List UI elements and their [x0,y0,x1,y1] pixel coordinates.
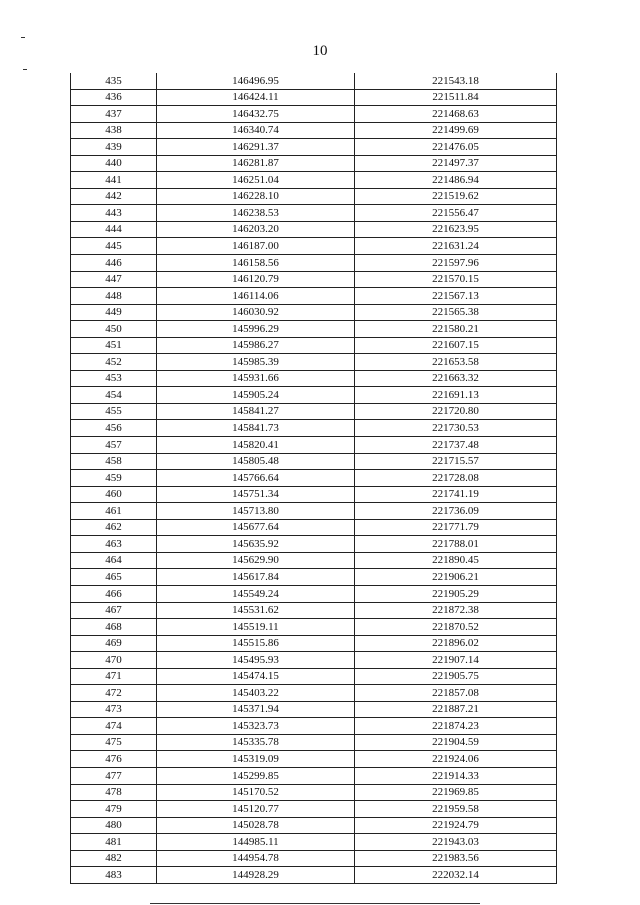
table-row [71,288,557,305]
x-coordinate-cell: 146158.56 [157,255,355,272]
x-coordinate-cell: 144954.78 [157,850,355,867]
y-coordinate-cell: 221597.96 [355,255,557,272]
y-coordinate-cell: 221904.59 [355,734,557,751]
point-number-cell: 445 [71,238,157,255]
x-coordinate-cell: 145403.22 [157,685,355,702]
y-coordinate-cell: 221870.52 [355,619,557,636]
y-coordinate-cell: 221623.95 [355,221,557,238]
point-number-cell: 475 [71,734,157,751]
table-row [71,552,557,569]
point-number-cell: 459 [71,470,157,487]
x-coordinate-cell: 146496.95 [157,73,355,89]
point-number-cell: 435 [71,73,157,89]
x-coordinate-cell: 145841.27 [157,403,355,420]
table-row [71,519,557,536]
x-coordinate-cell: 146340.74 [157,122,355,139]
table-row [71,850,557,867]
y-coordinate-cell: 221924.79 [355,817,557,834]
x-coordinate-cell: 145323.73 [157,718,355,735]
x-coordinate-cell: 145820.41 [157,437,355,454]
x-coordinate-cell: 146228.10 [157,188,355,205]
point-number-cell: 440 [71,155,157,172]
x-coordinate-cell: 145028.78 [157,817,355,834]
y-coordinate-cell: 221959.58 [355,801,557,818]
y-coordinate-cell: 221607.15 [355,337,557,354]
table-row [71,652,557,669]
table-row [71,784,557,801]
table-row [71,370,557,387]
table-row [71,668,557,685]
x-coordinate-cell: 146281.87 [157,155,355,172]
y-coordinate-cell: 221924.06 [355,751,557,768]
x-coordinate-cell: 144985.11 [157,834,355,851]
table-row [71,304,557,321]
x-coordinate-cell: 145531.62 [157,602,355,619]
point-number-cell: 476 [71,751,157,768]
table-row [71,602,557,619]
x-coordinate-cell: 145515.86 [157,635,355,652]
table-row [71,585,557,602]
x-coordinate-cell: 145170.52 [157,784,355,801]
table-row [71,403,557,420]
point-number-cell: 480 [71,817,157,834]
point-number-cell: 472 [71,685,157,702]
point-number-cell: 468 [71,619,157,636]
x-coordinate-cell: 146203.20 [157,221,355,238]
coordinates-table-body [71,73,557,883]
point-number-cell: 442 [71,188,157,205]
table-row [71,470,557,487]
point-number-cell: 441 [71,172,157,189]
x-coordinate-cell: 146291.37 [157,139,355,156]
y-coordinate-cell: 221969.85 [355,784,557,801]
y-coordinate-cell: 221715.57 [355,453,557,470]
y-coordinate-cell: 221511.84 [355,89,557,106]
x-coordinate-cell: 146114.06 [157,288,355,305]
y-coordinate-cell: 221691.13 [355,387,557,404]
point-number-cell: 482 [71,850,157,867]
x-coordinate-cell: 145677.64 [157,519,355,536]
y-coordinate-cell: 221476.05 [355,139,557,156]
y-coordinate-cell: 221736.09 [355,503,557,520]
x-coordinate-cell: 145751.34 [157,486,355,503]
x-coordinate-cell: 146432.75 [157,106,355,123]
y-coordinate-cell: 221543.18 [355,73,557,89]
x-coordinate-cell: 145986.27 [157,337,355,354]
point-number-cell: 450 [71,321,157,338]
point-number-cell: 466 [71,585,157,602]
y-coordinate-cell: 222032.14 [355,867,557,884]
x-coordinate-cell: 145519.11 [157,619,355,636]
point-number-cell: 477 [71,767,157,784]
table-row [71,635,557,652]
y-coordinate-cell: 221728.08 [355,470,557,487]
y-coordinate-cell: 221720.80 [355,403,557,420]
point-number-cell: 470 [71,652,157,669]
x-coordinate-cell: 145713.80 [157,503,355,520]
table-row [71,701,557,718]
table-row [71,619,557,636]
page-number: 10 [312,43,328,59]
table-row [71,503,557,520]
table-row [71,89,557,106]
y-coordinate-cell: 221887.21 [355,701,557,718]
y-coordinate-cell: 221497.37 [355,155,557,172]
x-coordinate-cell: 145805.48 [157,453,355,470]
point-number-cell: 437 [71,106,157,123]
point-number-cell: 481 [71,834,157,851]
point-number-cell: 444 [71,221,157,238]
point-number-cell: 454 [71,387,157,404]
x-coordinate-cell: 145319.09 [157,751,355,768]
scan-mark [150,903,480,904]
table-row [71,387,557,404]
y-coordinate-cell: 221486.94 [355,172,557,189]
table-row [71,718,557,735]
point-number-cell: 453 [71,370,157,387]
x-coordinate-cell: 144928.29 [157,867,355,884]
y-coordinate-cell: 221741.19 [355,486,557,503]
point-number-cell: 467 [71,602,157,619]
y-coordinate-cell: 221580.21 [355,321,557,338]
point-number-cell: 451 [71,337,157,354]
x-coordinate-cell: 145905.24 [157,387,355,404]
y-coordinate-cell: 221943.03 [355,834,557,851]
table-row [71,337,557,354]
table-row [71,106,557,123]
x-coordinate-cell: 145120.77 [157,801,355,818]
table-row [71,271,557,288]
point-number-cell: 446 [71,255,157,272]
point-number-cell: 438 [71,122,157,139]
table-row [71,834,557,851]
point-number-cell: 465 [71,569,157,586]
point-number-cell: 458 [71,453,157,470]
y-coordinate-cell: 221857.08 [355,685,557,702]
x-coordinate-cell: 145299.85 [157,767,355,784]
table-row [71,767,557,784]
point-number-cell: 457 [71,437,157,454]
table-row [71,453,557,470]
point-number-cell: 473 [71,701,157,718]
coordinates-table [70,73,557,884]
point-number-cell: 449 [71,304,157,321]
y-coordinate-cell: 221788.01 [355,536,557,553]
point-number-cell: 455 [71,403,157,420]
x-coordinate-cell: 145371.94 [157,701,355,718]
scan-mark [23,69,27,70]
x-coordinate-cell: 145931.66 [157,370,355,387]
y-coordinate-cell: 221556.47 [355,205,557,222]
y-coordinate-cell: 221907.14 [355,652,557,669]
y-coordinate-cell: 221914.33 [355,767,557,784]
table-row [71,437,557,454]
table-row [71,685,557,702]
y-coordinate-cell: 221872.38 [355,602,557,619]
x-coordinate-cell: 146238.53 [157,205,355,222]
table-row [71,155,557,172]
y-coordinate-cell: 221730.53 [355,420,557,437]
x-coordinate-cell: 146424.11 [157,89,355,106]
y-coordinate-cell: 221663.32 [355,370,557,387]
table-row [71,734,557,751]
x-coordinate-cell: 145549.24 [157,585,355,602]
table-row [71,188,557,205]
table-row [71,238,557,255]
y-coordinate-cell: 221570.15 [355,271,557,288]
y-coordinate-cell: 221653.58 [355,354,557,371]
x-coordinate-cell: 145629.90 [157,552,355,569]
y-coordinate-cell: 221771.79 [355,519,557,536]
y-coordinate-cell: 221906.21 [355,569,557,586]
x-coordinate-cell: 145495.93 [157,652,355,669]
y-coordinate-cell: 221905.75 [355,668,557,685]
y-coordinate-cell: 221565.38 [355,304,557,321]
table-row [71,751,557,768]
x-coordinate-cell: 145996.29 [157,321,355,338]
table-row [71,420,557,437]
point-number-cell: 448 [71,288,157,305]
point-number-cell: 460 [71,486,157,503]
table-row [71,139,557,156]
x-coordinate-cell: 146251.04 [157,172,355,189]
x-coordinate-cell: 146120.79 [157,271,355,288]
y-coordinate-cell: 221874.23 [355,718,557,735]
point-number-cell: 447 [71,271,157,288]
table-row [71,205,557,222]
table-row [71,354,557,371]
x-coordinate-cell: 145635.92 [157,536,355,553]
table-row [71,867,557,884]
point-number-cell: 462 [71,519,157,536]
table-row [71,569,557,586]
table-row [71,73,557,89]
table-row [71,321,557,338]
x-coordinate-cell: 145335.78 [157,734,355,751]
x-coordinate-cell: 145474.15 [157,668,355,685]
y-coordinate-cell: 221890.45 [355,552,557,569]
point-number-cell: 479 [71,801,157,818]
y-coordinate-cell: 221468.63 [355,106,557,123]
point-number-cell: 443 [71,205,157,222]
point-number-cell: 463 [71,536,157,553]
y-coordinate-cell: 221631.24 [355,238,557,255]
x-coordinate-cell: 146187.00 [157,238,355,255]
table-row [71,172,557,189]
point-number-cell: 478 [71,784,157,801]
table-row [71,486,557,503]
x-coordinate-cell: 145985.39 [157,354,355,371]
x-coordinate-cell: 146030.92 [157,304,355,321]
table-row [71,255,557,272]
table-row [71,536,557,553]
y-coordinate-cell: 221983.56 [355,850,557,867]
scan-mark [21,37,25,38]
table-row [71,221,557,238]
y-coordinate-cell: 221567.13 [355,288,557,305]
point-number-cell: 483 [71,867,157,884]
point-number-cell: 471 [71,668,157,685]
x-coordinate-cell: 145766.64 [157,470,355,487]
point-number-cell: 452 [71,354,157,371]
table-row [71,801,557,818]
y-coordinate-cell: 221499.69 [355,122,557,139]
y-coordinate-cell: 221519.62 [355,188,557,205]
point-number-cell: 439 [71,139,157,156]
y-coordinate-cell: 221737.48 [355,437,557,454]
y-coordinate-cell: 221905.29 [355,585,557,602]
point-number-cell: 456 [71,420,157,437]
point-number-cell: 469 [71,635,157,652]
x-coordinate-cell: 145841.73 [157,420,355,437]
point-number-cell: 464 [71,552,157,569]
y-coordinate-cell: 221896.02 [355,635,557,652]
table-row [71,122,557,139]
x-coordinate-cell: 145617.84 [157,569,355,586]
point-number-cell: 436 [71,89,157,106]
point-number-cell: 461 [71,503,157,520]
table-row [71,817,557,834]
point-number-cell: 474 [71,718,157,735]
